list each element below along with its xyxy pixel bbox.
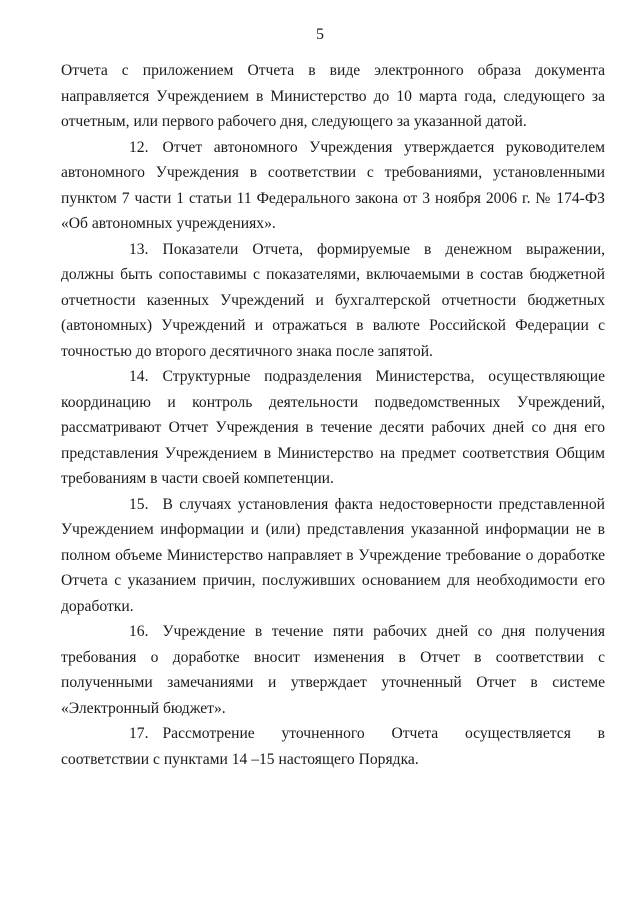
paragraph-number: 13. — [129, 240, 149, 258]
paragraph-text: Рассмотрение уточненного Отчета осуществляется в соответствии с пунктами 14 –15 настоящего Порядка. — [61, 725, 605, 768]
paragraph-text: Учреждение в течение пяти рабочих дней со дня получения требования о доработке вносит изменения в Отчет в соответствии с полученными замечаниями и утверждает уточненный Отчет в системе «Электронный бюджет». — [61, 623, 605, 717]
paragraph-text: В случаях установления факта недостоверности представленной Учреждением информации и (или) представления указанной информации не в полном объеме Министерство направляет в Учреждение требование о доработке Отчета с указанием причин, послуживших основанием для необходимости его доработки. — [61, 495, 605, 615]
paragraph-text: Структурные подразделения Министерства, осуществляющие координацию и контроль деятельности подведомственных Учреждений, рассматривают Отчет Учреждения в течение десяти рабочих дней со дня его представления Учреждением в Министерство на предмет соответствия Общим требованиям в части своей компетенции. — [61, 368, 605, 487]
paragraph-16 — [61, 619, 605, 721]
page-number: 5 — [316, 26, 324, 43]
paragraph-12 — [61, 135, 605, 237]
paragraph-number: 15. — [129, 495, 149, 513]
paragraph-15 — [61, 492, 605, 620]
paragraph-text: Отчет автономного Учреждения утверждается руководителем автономного Учреждения в соответствии с требованиями, установленными пунктом 7 части 1 статьи 11 Федерального закона от 3 ноября 2006 г. № 174-ФЗ «Об автономных учреждениях». — [61, 138, 605, 232]
paragraph-number: 16. — [129, 623, 149, 640]
paragraph-13 — [61, 237, 605, 365]
document-body — [61, 58, 605, 772]
paragraph-text: Показатели Отчета, формируемые в денежном выражении, должны быть сопоставимы с показателями, включаемыми в состав бюджетной отчетности казенных Учреждений и бухгалтерской отчетности бюджетных (автономных) Учреждений и отражаться в валюте Российской Федерации с точностью до второго десятичного знака после запятой. — [61, 240, 605, 360]
paragraph-number: 14. — [129, 368, 149, 385]
paragraph-17 — [61, 721, 605, 772]
paragraph-text: Отчета с приложением Отчета в виде электронного образа документа направляется Учреждением в Министерство до 10 марта года, следующего за отчетным, или первого рабочего дня, следующего за указанной датой. — [61, 62, 605, 130]
paragraph-14 — [61, 364, 605, 492]
paragraph-number: 17. — [129, 725, 149, 742]
paragraph-number: 12. — [129, 138, 149, 156]
paragraph-continuation — [61, 58, 605, 135]
